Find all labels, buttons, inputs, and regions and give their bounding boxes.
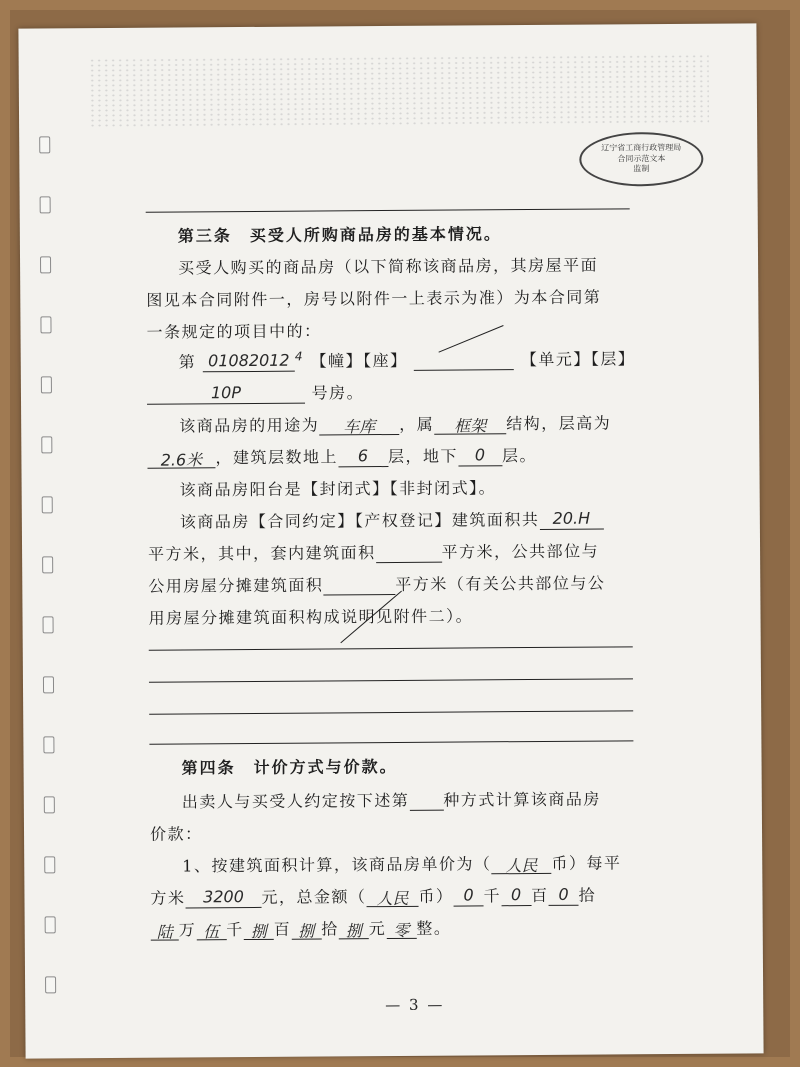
amount-unit: 万 xyxy=(178,920,197,940)
seal-line: 辽宁省工商行政管理局 xyxy=(601,143,682,153)
unit-price-line xyxy=(182,850,621,876)
inner-area-blank xyxy=(376,542,442,563)
binding-hole xyxy=(41,376,52,393)
area-line-4: 用房屋分摊建筑面积构成说明见附件二）。 xyxy=(148,606,474,628)
binding-hole xyxy=(44,856,55,873)
floors-prefix: ，建筑层数地上 xyxy=(215,447,338,468)
article3-title: 第三条 买受人所购商品房的基本情况。 xyxy=(177,224,502,246)
usage-prefix: 该商品房的用途为 xyxy=(179,415,320,436)
text-line: 图见本合同附件一，房号以附件一上表示为准）为本合同第 xyxy=(146,287,602,310)
area-prefix: 该商品房【合同约定】【产权登记】建筑面积共 xyxy=(179,509,540,532)
binding-hole xyxy=(39,136,50,153)
structure-suffix: 结构，层高为 xyxy=(506,413,612,434)
building-line xyxy=(179,346,636,372)
binding-hole xyxy=(45,916,56,933)
area-total: 20.H xyxy=(539,509,603,530)
blank-rule xyxy=(149,646,633,650)
method-text: 种方式计算该商品房 xyxy=(443,789,601,810)
shared-area-blank xyxy=(323,574,395,596)
unit-label: 【单元】【层】 xyxy=(520,349,636,370)
amount-jiao: 零 xyxy=(386,918,416,939)
area-line-2 xyxy=(148,539,599,565)
usage-line xyxy=(179,410,611,436)
binding-hole xyxy=(45,976,56,993)
seal-line: 监制 xyxy=(633,164,650,174)
structure-value: 框架 xyxy=(434,413,506,435)
binding-hole xyxy=(43,736,54,753)
amount-wan: 陆 xyxy=(151,919,179,940)
area-line-3 xyxy=(148,571,605,597)
amount-qian: 0 xyxy=(453,885,483,906)
building-units: 【幢】【座】 xyxy=(310,350,408,371)
price-text: 元，总金额（ xyxy=(261,887,367,907)
blank-rule xyxy=(149,740,633,744)
building-handwritten-mark: 4 xyxy=(294,349,305,364)
page-number: — 3 — xyxy=(385,995,445,1015)
floors-line xyxy=(147,443,537,469)
area-line-1 xyxy=(180,507,604,533)
contract-page xyxy=(18,23,763,1058)
scan-noise xyxy=(89,54,709,128)
amount-unit: 拾 xyxy=(578,885,597,905)
method-blank xyxy=(409,790,443,811)
floor-height: 2.6米 xyxy=(147,447,215,468)
binding-hole xyxy=(40,256,51,273)
floors-below: 0 xyxy=(458,445,502,466)
amount-bai2: 捌 xyxy=(244,919,274,940)
area-text: 平方米，其中，套内建筑面积 xyxy=(148,543,376,564)
area-text: 公用房屋分摊建筑面积 xyxy=(148,575,324,596)
floors-suffix: 层。 xyxy=(501,445,538,466)
usage-value: 车库 xyxy=(319,414,399,436)
price-label-line: 价款： xyxy=(149,824,203,844)
unit-price-value: 3200 xyxy=(185,887,261,909)
binding-hole xyxy=(43,676,54,693)
blank-rule xyxy=(149,710,633,714)
amount-qian2: 伍 xyxy=(196,919,226,940)
area-text: 平方米（有关公共部位与公 xyxy=(395,573,606,594)
amount-unit: 百 xyxy=(530,885,549,906)
amount-yuan: 捌 xyxy=(339,918,369,939)
blank-rule xyxy=(149,678,633,682)
article4-title: 第四条 计价方式与价款。 xyxy=(181,756,398,778)
binding-hole xyxy=(40,316,51,333)
building-prefix: 第 xyxy=(178,352,197,372)
official-seal xyxy=(579,132,703,187)
binding-hole xyxy=(42,556,53,573)
room-line xyxy=(147,380,364,405)
method-line xyxy=(182,787,601,813)
amount-unit: 元 xyxy=(368,919,387,939)
room-number: 10P xyxy=(147,383,305,405)
structure-prefix: ，属 xyxy=(399,414,435,434)
top-rule xyxy=(146,208,630,212)
amount-shi: 0 xyxy=(548,885,578,906)
currency-1: 人民 xyxy=(491,853,551,874)
building-number: 01082012 xyxy=(203,351,295,373)
floors-mid: 层，地下 xyxy=(387,446,459,467)
price-text: 币）每平 xyxy=(551,853,622,873)
floors-above: 6 xyxy=(338,446,388,467)
currency-2: 人民 xyxy=(366,886,418,907)
total-line xyxy=(150,883,596,909)
binding-hole xyxy=(41,436,52,453)
amount-words-line xyxy=(151,916,452,941)
method-text: 出卖人与买受人约定按下述第 xyxy=(181,790,410,812)
text-line: 买受人购买的商品房（以下简称该商品房，其房屋平面 xyxy=(178,255,599,278)
price-text: 1、按建筑面积计算，该商品房单价为（ xyxy=(182,854,492,876)
balcony-line: 该商品房阳台是【封闭式】【非封闭式】。 xyxy=(179,478,497,500)
room-suffix: 号房。 xyxy=(311,383,365,403)
area-text: 平方米，公共部位与 xyxy=(441,541,600,562)
seal-line: 合同示范文本 xyxy=(617,153,666,164)
text-line: 一条规定的项目中的： xyxy=(146,321,322,342)
binding-hole xyxy=(43,616,54,633)
binding-hole xyxy=(44,796,55,813)
amount-unit: 整。 xyxy=(416,918,452,938)
binding-hole xyxy=(40,196,51,213)
price-text: 币） xyxy=(418,886,454,906)
amount-shi2: 捌 xyxy=(291,918,321,939)
unit-blank xyxy=(414,349,514,371)
price-text: 方米 xyxy=(150,888,186,908)
amount-unit: 千 xyxy=(483,886,502,906)
amount-bai: 0 xyxy=(501,885,531,906)
amount-unit: 拾 xyxy=(321,919,339,939)
binding-hole xyxy=(42,496,53,513)
amount-unit: 百 xyxy=(273,919,292,939)
amount-unit: 千 xyxy=(226,920,244,940)
